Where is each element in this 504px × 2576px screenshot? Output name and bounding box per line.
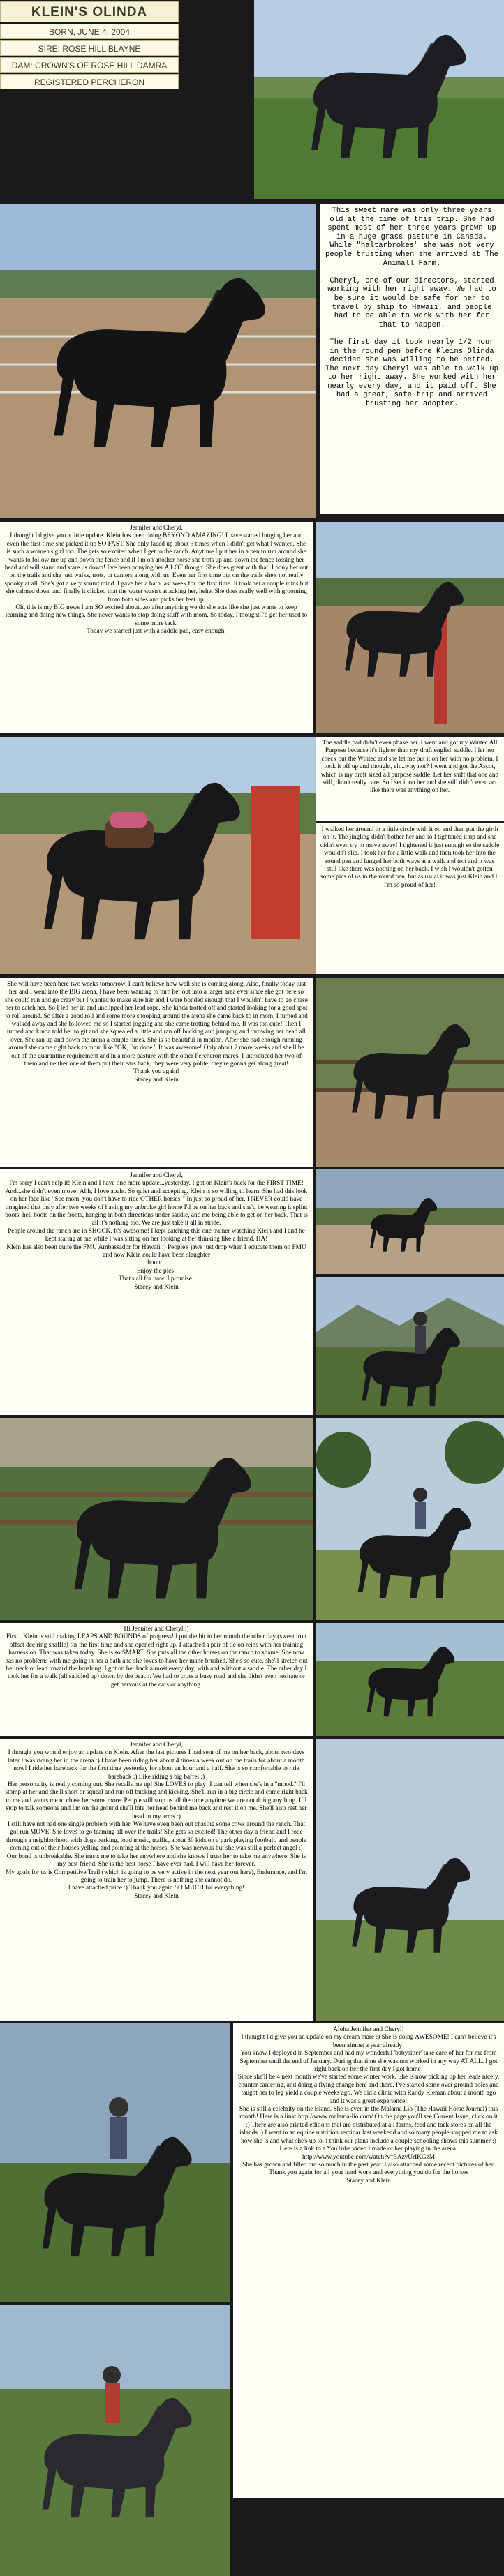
photo-rider-on-horse (316, 1277, 504, 1415)
photo-rider-palms (316, 1418, 504, 1620)
photo-horse-round-pen (0, 204, 316, 518)
photo-horse-saddle (0, 737, 316, 974)
photo-horse-running (316, 1169, 504, 1274)
born-label: BORN, JUNE 4, 2004 (0, 24, 179, 39)
letter-aloha-update-text: Aloha Jennifer and Cheryl! I thought I'd give you an update on my dream mare :) She is doing AWESOME! I can't believe it's been almost a year already! You know I deployed in September and had my wonderful 'babysitter' take care of her for me from September until the end of January. During that time she was not worked in any way AT ALL. I got right back on her the first day I got home! Since she'll be 4 next month we've started some winter work. She is now picking up her leads nicely, counter cantering, and doing a flying change here and there. I've started some over ground poles and taught her to leg yield a couple weeks ago. We did a clinic with Randy Rieman about a month ago and it was a great experience! She is still a celebrity on the island. She is even in the Malama Lio (The Hawaii Horse Journal) this month! Here is a link: http://www.malama-lio.com/ On the page you'll see Current Issue, click on it :) There are also printed editions that are distributed at all farms, feed and tack stores on all the islands :) I went to an equine nutrition seminar last weekend and so many people stopped me to ask how she is and what she's up to. I think our plans include a couple schooling shows this summer :) Here is a link to a YouTube video I made of her playing in the arena: http://www.youtube.com/watch?v=3AzvUrIKGzM She has grown and filled out so much in the past year. I also attached some recent pictures of her. Thank you again for all your hard work and everything you do for the horses Stacey and Klein (237, 2026, 500, 2185)
letter-girth-part-text: I walked her around in a little circle with it on and then put the girth on it. The jingling didn't bother her and so I tightened it up and she didn't even try to move away! I tightened it just enough so the saddle wouldn't slip. I took her for a little walk and then took her into the round pen and lunged her both ways at a walk and trot and it was still like there was nothing on her back. I wish I wouldn't gotten some pics of us in the round pen, but as usual it was just Klein and I. I'm so proud of her! (320, 826, 500, 889)
photo-horse-head (316, 1739, 504, 2021)
letter-arena-update-text: She will have been here two weeks tomorrow. I can't believe how well she is coming along. Also, finally today just her and I went into the BIG arena. I have been wanting to turn her out into a larger area ever since she got here so she could run and go crazy but I wanted to make sure her and I were bonded enough that I wouldn't have to go chase her to catch her. So I led her in and unclipped her lead rope. She kinda trotted off and started looking for a good spot to roll around. So after a good roll and some more snooping around the arena she came back to in mom. I turned and walked away and she followed me so I started jogging and she came trotting behind me. It was too cute! Then I turned and kinda told her to git and she squealed a little and ran off bucking and jumping and throwing her head all over. She ran up and down the arena a couple times. She is so beautiful in motion. After she had enough running around she came right back to mom like "OK, I'm done." It was awesome! Only about 2 more weeks and she'll be out of the quarantine requirement and in a more pasture with the other Percheron mares. I introduced her two of them and neither one of them put their ears back, they were very polite, they're gonna get along great! Thank you again! Stacey and Klein (5, 981, 308, 1084)
letter-first-update-text: Jennifer and Cheryl, I thought I'd give you a little update. Klein has been doing BEYOND AMAZING! I have started lunging her and even the first time she picked it up SO FAST. She only faced up about 3 times when I didn't get what I wanted. She is such a women's girl too. The gets so excited when I get to the ranch. Anytime I put her in a pen to run around she wants to follow me up and down the fence and if I'm on another horse she trots up and down the fence tossing her head and will stand and stare us down! I've been ponying her A LOT though. She does great with that. I pony her out on the trails and she just walks, trots, or canters along with us. Even her first time out on the trails she's not really spooky at all. She's got a very sound mind. I gave her a bath last week for the first time. It took her a couple mins but she calmed down and finally it clicked that the water wasn't attacking her, hehe. She does really well with grooming from both sides and picks her feet up. Oh, this is my BIG news I am SO excited about...so after anything we do she acts like she just wants to keep learning and doing new things. She never wants to stop doing stuff with mom. So today, I thought I'd get her used to some more tack. Today we started just with a saddle pad, easy enough. (4, 525, 309, 636)
photo-horse-tied-rail (316, 978, 504, 1167)
sire-label: SIRE: ROSE HILL BLAYNE (0, 40, 179, 56)
dam-label: DAM: CROWN'S OF ROSE HILL DAMRA (0, 57, 179, 73)
photo-horse-red-post (316, 522, 504, 733)
letter-trail-update-text: Jennifer and Cheryl, I thought you would enjoy an update on Klein. After the last pictures I had sent of me on her back, about two days later I was riding her in the arena :) I have been riding her about 4 times a week out on the trails for about a month now! I ride her bareback for the first time yesterday for about an hour and a half. She is so comfortable to ride bareback :) Like riding a big barrel :) Her personality is really coming out. She recalls me up! She LOVES to play! I can tell when she's in a "mood." I'll stomp at her and she'll snort or squeal and run off bucking and kicking. She'll run in a big circle and come right back to me and wants me to chase her some more. People still stop us all the time anytime we are out doing anything. If I stop to talk someone and I'm on the ground she'll bite her head behind me back and rest it on me. She'll also rest her head in my arms :) I still have not had one single problem with her. We have even been out chasing some cows around the ranch. That got run MOVE. She loves to go teaming all over the trails! She gets so excited! The other day a friend and I rode through a neighborhood with dogs barking, loud music, traffic, about 30 kids on a park playing football, and people coming out of their houses yelling and pointing at the horses. She was nervous but she was still a perfect angel :) Our bond is unbreakable. She trusts me to take her anywhere and she knows I trust her to take me anywhere. She is my best friend. She is the best horse I have ever had. I will have her forever. My goals for us is Competitive Trail (which is going to be very active in the next year out here), Endurance, and I'm going to train her to jump. There is nothing she cannot do. I have attached price :) Thank you again SO MUCH for everything! Stacey and Klein (5, 1742, 308, 1900)
letter-aloha-update (233, 2023, 504, 2498)
letter-first-ride (0, 1169, 313, 1415)
letter-bit-update (0, 1623, 313, 1736)
letter-saddle-part-text: The saddle pad didn't even phase her. I went and got my Wintec All Purpose because it's lighter than my draft english saddle. I let her check out the Wintec and she let me put it on her with no problem. I took it off up and thought, eh...why not? I went and got the Ascot, which is my draft sized all purpose saddle. Let her sniff that one and still, didn't really care. So I set it on her and she still didn't even act like there was anything on her. (320, 740, 501, 795)
photo-horse-field-top (254, 0, 504, 199)
intro-text: This sweet mare was only three years old at the time of this trip. She had spent most of her three years grown up in a huge grass pasture in Canada. While "haltarbrokes" she was not very people trusting when she arrived at The Animall Farm. Cheryl, one of our directors, started working with her right away. We had to be sure it would be safe for her to travel by ship to Hawaii, and people had to be able to work with her for that to happen. The first day it took nearly 1/2 hour in the round pen before Kleins Olinda decided she was willing to be petted. The next day Cheryl was able to walk up to her right away. She worked with her nearly every day, and it paid off. She had a great, safe trip and arrived trusting her adopter. (325, 207, 498, 409)
photo-horse-rail-side (0, 1418, 313, 1620)
letter-first-update (0, 522, 313, 733)
photo-horse-grey-bottom (0, 2305, 230, 2576)
photo-horse-grass (316, 1623, 504, 1736)
page-footer-space (233, 2501, 504, 2576)
letter-bit-update-text: Hi Jennifer and Cheryl :) First...Klein is still making LEAPS AND BOUNDS of progress! I put the bit in her mouth the other day (sweet iron offset dee ring snaffle) for the first time and she opened right up. I attached a pair of tie on reins with her training harness on. That was taken today. She is so SMART. She puts all the other horses on the ranch to shame. She now has no problems with me going in her a bath and she loves to have her mane brushed. She's so cute, she'll stretch out her neck or lean toward the brushing. I got on her back almost every day, with and without a saddle. The other day I took her for a walk (all saddled up) down by the beach. We had to cross a busy road and she didn't even hesitate or get nervous at the cars or anything. (5, 1626, 308, 1688)
letter-saddle-part (316, 737, 504, 821)
registry-label: REGISTERED PERCHERON (0, 74, 179, 89)
letter-girth-part (316, 823, 504, 974)
letter-first-ride-text: Jennifer and Cheryl, I'm sorry I can't help it! Klein and I have one more update...yesterday. I got on Klein's back for the FIRST TIME! And...she didn't even move! Ahh, I love abaht. So quiet and accepting. Klein is so willing to learn. She had this look on her face like "See mom, you don't have to ride OTHER horses!" In just so proud of her. I NEVER could have imagined that only after two weeks of having my unbroke girl home I'd be on her back and she'd be wearing it splint boots, hell boots on the fronts, hanging in both directions under saddle, and me being able to get on her back. That is all it's nothing too. We are just take it all in stride. People around the ranch are in SHOCK. It's awesome! I kept catching this one trainer watching Klein and I and he kept staring at me while I was sitting on her looking at her thinking like a friend. HA! Klein has also been quite the FMU Ambassador for Hawaii :) People's jaws just drop when I educate them on FMU and how Klein could have been slaughter bound. Enjoy the pics! That's all for now. I promise! Stacey and Klein (5, 1172, 308, 1291)
page-title: KLEIN'S OLINDA (0, 1, 179, 22)
story-block-intro (320, 204, 504, 514)
photo-rider-trail-bottom (0, 2023, 230, 2302)
letter-arena-update (0, 978, 313, 1167)
letter-trail-update (0, 1739, 313, 2021)
